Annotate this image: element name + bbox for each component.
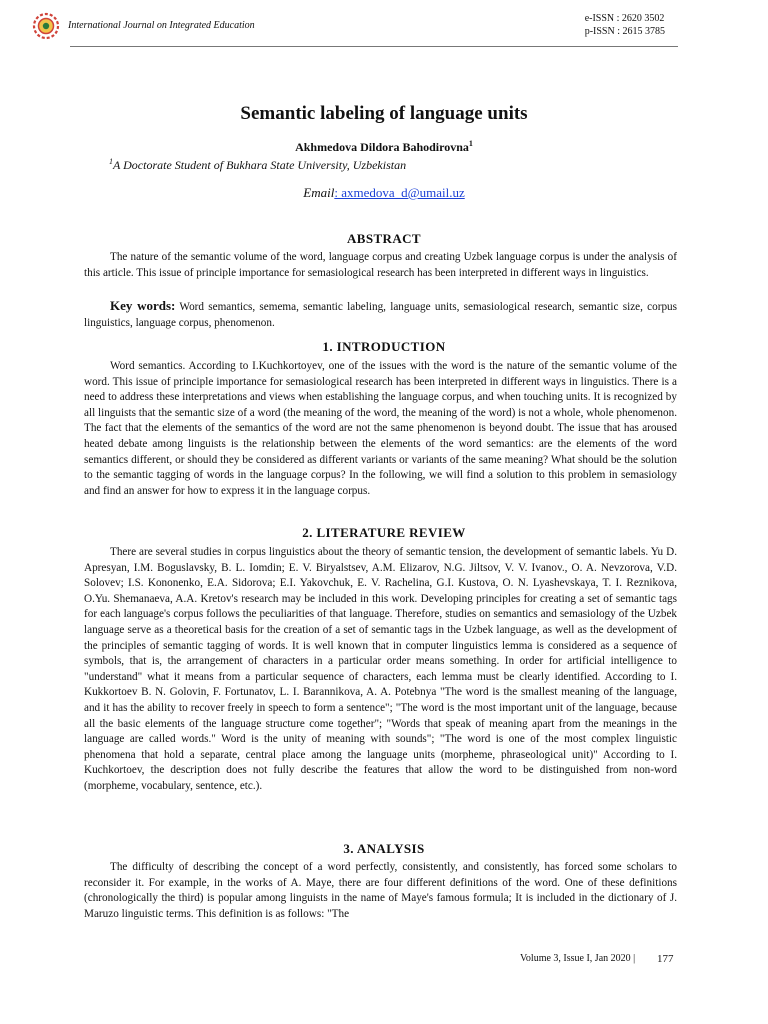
footer-volume: Volume 3, Issue I, Jan 2020 | xyxy=(520,953,636,964)
article-title: Semantic labeling of language units xyxy=(240,103,528,124)
introduction-text: Word semantics. According to I.Kuchkortoyev, one of the issues with the word is the nature of the semantic volume of the word. This issue of principle importance for semasiological research has been interpreted in different ways in linguistics. There is a need to address these interpretations and views when establishing the language corpus, and when touching units. It is recognized by all linguists that the semantic size of a word (the meaning of the word, the meaning of the word) is not a whole, whole phenomenon. The fact that the elements of the semantics of the word are not the same phenomenon is beyond doubt. The issue that has aroused heated debate among linguists is the relationship between the elements of the word semantics: are the elements of the word semantics different, or should they be considered as different variants or variants of the same meaning? What should be the solution to the semantic tagging of words in the language corpus? In the following, we will find a solution to this problem in semasiology and find an answer for how to express it in the language corpus. xyxy=(84,360,677,497)
analysis-heading: 3. ANALYSIS xyxy=(343,841,425,856)
abstract-text: The nature of the semantic volume of the word, language corpus and creating Uzbek language corpus is under the analysis of this article. This issue of principle importance for semasiological research has been interpreted in different ways in linguistics. xyxy=(84,251,677,279)
author-superscript: 1 xyxy=(468,139,473,148)
keywords-text: Word semantics, semema, semantic labeling, language units, semasiological research, semantic size, corpus linguistics, language corpus, phenomenon. xyxy=(84,301,677,329)
journal-logo-icon xyxy=(32,12,60,40)
literature-review-heading: 2. LITERATURE REVIEW xyxy=(302,525,466,540)
email-link[interactable]: : axmedova_d@umail.uz xyxy=(334,185,465,200)
journal-name: International Journal on Integrated Education xyxy=(68,20,255,31)
author-line xyxy=(0,139,768,155)
affiliation xyxy=(109,157,406,173)
email-line xyxy=(0,185,768,201)
issn-block xyxy=(585,12,665,38)
keywords-paragraph xyxy=(84,298,677,331)
introduction-heading: 1. INTRODUCTION xyxy=(322,339,446,354)
author-name: Akhmedova Dildora Bahodirovna xyxy=(295,140,469,154)
analysis-text: The difficulty of describing the concept of a word perfectly, consistently, and consistently, has forced some scholars to reconsider it. For example, in the works of A. Maye, there are four different definitions of the word. One of these definitions (chronologically the third) is popular among linguists in the name of Maye's famous formula; It is included in the dictionary of J. Maruzo linguistic terms. This definition is as follows: "The xyxy=(84,861,677,920)
abstract-heading: ABSTRACT xyxy=(347,231,421,246)
page-header xyxy=(30,10,738,44)
keywords-label: Key words: xyxy=(110,298,176,313)
pissn: p-ISSN : 2615 3785 xyxy=(584,26,665,37)
affiliation-superscript: 1 xyxy=(109,157,113,166)
literature-review-text: There are several studies in corpus linguistics about the theory of semantic tension, the development of semantic labels. Yu D. Apresyan, I.M. Boguslavsky, B. L. Iomdin; E. V. Biryalstsev, A.M. Elizarov, N.G. Jiltsov, V. V. Ivanov., O. A. Nevzorova, V.D. Solovev; I.S. Kononenko, E.A. Sidorova; E.I. Yakovchuk, E. V. Rachelina, G.I. Kustova, O. N. Lyashevskaya, T. I. Reznikova, O.Yu. Shemanaeva, A.A. Kretov's research may be included in this work. Developing principles for creating a set of semantic tags for each language's corpus follows the peculiarities of that language. Therefore, studies on semantics and semasiology of the Uzbek language serve as a theoretical basis for the creation of a set of semantic tags in the Uzbek language, as well as the development of the principles of semantic tagging of words. It is well known that in computer linguistics lemma is considered as a sequence of symbols, that is, the arrangement of characters in a particular order means something. In order for artificial intelligence to "understand" what it means from a particular sequence of characters, each lemma must be clearly identified. According to I. Kukkortoev B. N. Golovin, F. Fortunatov, L. I. Barannikova, A. A. Potebnya "The word is the smallest meaning of the language, and it has the ability to recover freely in speech to form a sentence"; "The word is the most important unit of the language, because all the basic elements of the language structure come together"; "Words that speak of meaning apart from the meanings in the language are called words." Word is the unity of meaning with sounds"; "The word is one of the most complex linguistic phenomena that hold a separate, central place among the language units (morpheme, phraseological unit)" According to I. Kuchkortoev, the description does not fully describe the features that allow the word to be distinguished from non-word (morpheme, vocabulary, sentence, etc.). xyxy=(84,546,677,792)
header-divider xyxy=(70,46,678,47)
eissn: e-ISSN : 2620 3502 xyxy=(584,13,665,24)
affiliation-text: A Doctorate Student of Bukhara State University, Uzbekistan xyxy=(113,158,407,172)
page-number: 177 xyxy=(657,953,674,965)
email-label: Email xyxy=(303,185,335,200)
